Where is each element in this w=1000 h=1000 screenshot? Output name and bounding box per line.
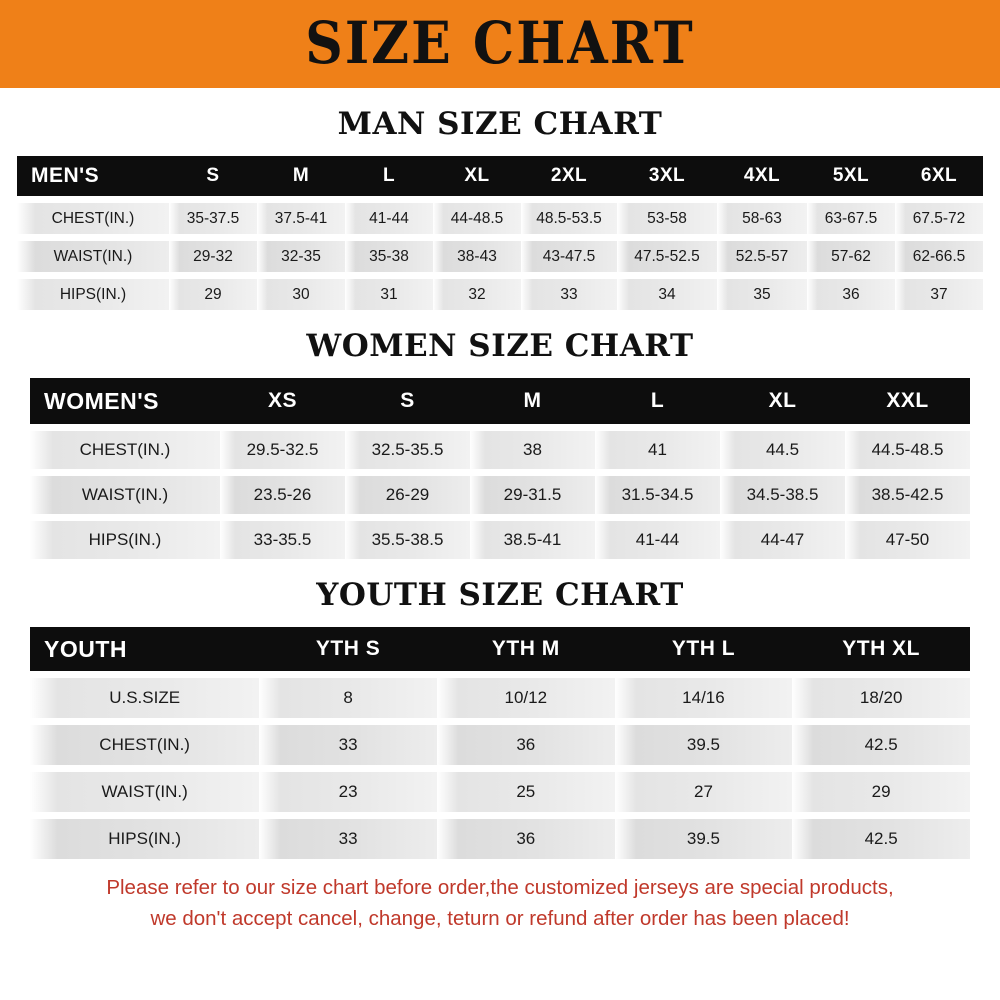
- man-header-cell: 2XL: [521, 156, 617, 196]
- women-measurement-cell: 31.5-34.5: [595, 476, 720, 514]
- man-header-row: [17, 156, 983, 196]
- women-header-cell: M: [470, 378, 595, 424]
- man-header-cell: XL: [433, 156, 521, 196]
- man-measurement-cell: 36: [807, 279, 895, 310]
- man-measurement-cell: 35-37.5: [169, 203, 257, 234]
- header-banner: [0, 0, 1000, 88]
- man-measurement-cell: 53-58: [617, 203, 717, 234]
- women-header-row: [30, 378, 970, 424]
- man-header-cell: 6XL: [895, 156, 983, 196]
- row-gap: [30, 424, 970, 431]
- man-measurement-cell: 31: [345, 279, 433, 310]
- youth-measurement-cell: 29: [792, 772, 970, 812]
- youth-header-cell: YTH M: [437, 627, 615, 671]
- women-measurement-cell: 47-50: [845, 521, 970, 559]
- footer-note: [0, 873, 1000, 935]
- row-gap-cell: [30, 765, 970, 772]
- youth-measurement-cell: 33: [259, 725, 437, 765]
- youth-header-cell: YTH XL: [792, 627, 970, 671]
- table-row: [30, 725, 970, 765]
- women-header-cell: S: [345, 378, 470, 424]
- women-row-label: CHEST(IN.): [30, 431, 220, 469]
- man-measurement-cell: 48.5-53.5: [521, 203, 617, 234]
- youth-measurement-cell: 39.5: [615, 819, 793, 859]
- man-measurement-cell: 62-66.5: [895, 241, 983, 272]
- man-header-cell: S: [169, 156, 257, 196]
- table-row: [30, 431, 970, 469]
- row-gap: [30, 718, 970, 725]
- man-header-cell: 4XL: [717, 156, 807, 196]
- row-gap-cell: [30, 718, 970, 725]
- man-header-cell: MEN'S: [17, 156, 169, 196]
- man-measurement-cell: 38-43: [433, 241, 521, 272]
- man-measurement-cell: 32-35: [257, 241, 345, 272]
- man-measurement-cell: 52.5-57: [717, 241, 807, 272]
- women-header-cell: XXL: [845, 378, 970, 424]
- man-header-cell: 5XL: [807, 156, 895, 196]
- row-gap: [30, 671, 970, 678]
- women-measurement-cell: 41: [595, 431, 720, 469]
- youth-section-title: YOUTH SIZE CHART: [316, 577, 684, 613]
- man-measurement-cell: 35: [717, 279, 807, 310]
- women-measurement-cell: 44.5: [720, 431, 845, 469]
- youth-measurement-cell: 23: [259, 772, 437, 812]
- women-measurement-cell: 26-29: [345, 476, 470, 514]
- table-row: [30, 678, 970, 718]
- youth-measurement-cell: 8: [259, 678, 437, 718]
- man-measurement-cell: 57-62: [807, 241, 895, 272]
- youth-row-label: HIPS(IN.): [30, 819, 259, 859]
- row-gap: [17, 196, 983, 203]
- youth-measurement-cell: 42.5: [792, 819, 970, 859]
- footer-note-line-1: Please refer to our size chart before order,the customized jerseys are special products,: [106, 876, 894, 899]
- row-gap: [30, 812, 970, 819]
- youth-row-label: U.S.SIZE: [30, 678, 259, 718]
- row-gap-cell: [17, 234, 983, 241]
- man-row-label: CHEST(IN.): [17, 203, 169, 234]
- man-measurement-cell: 43-47.5: [521, 241, 617, 272]
- footer-note-line-2: we don't accept cancel, change, teturn or refund after order has been placed!: [150, 906, 850, 930]
- row-gap-cell: [17, 272, 983, 279]
- women-measurement-cell: 29.5-32.5: [220, 431, 345, 469]
- youth-measurement-cell: 18/20: [792, 678, 970, 718]
- row-gap-cell: [17, 196, 983, 203]
- row-gap: [30, 765, 970, 772]
- youth-measurement-cell: 39.5: [615, 725, 793, 765]
- man-measurement-cell: 41-44: [345, 203, 433, 234]
- youth-header-cell: YOUTH: [30, 627, 259, 671]
- man-measurement-cell: 67.5-72: [895, 203, 983, 234]
- man-measurement-cell: 29: [169, 279, 257, 310]
- youth-measurement-cell: 14/16: [615, 678, 793, 718]
- row-gap-cell: [30, 514, 970, 521]
- row-gap: [17, 272, 983, 279]
- row-gap: [17, 234, 983, 241]
- man-measurement-cell: 34: [617, 279, 717, 310]
- man-measurement-cell: 37.5-41: [257, 203, 345, 234]
- youth-measurement-cell: 33: [259, 819, 437, 859]
- youth-row-label: CHEST(IN.): [30, 725, 259, 765]
- table-row: [17, 203, 983, 234]
- man-measurement-cell: 63-67.5: [807, 203, 895, 234]
- table-row: [17, 241, 983, 272]
- women-measurement-cell: 44.5-48.5: [845, 431, 970, 469]
- youth-header-cell: YTH S: [259, 627, 437, 671]
- page-title: SIZE CHART: [305, 9, 695, 78]
- row-gap-cell: [30, 812, 970, 819]
- women-header-cell: WOMEN'S: [30, 378, 220, 424]
- man-header-cell: M: [257, 156, 345, 196]
- man-measurement-cell: 35-38: [345, 241, 433, 272]
- man-measurement-cell: 58-63: [717, 203, 807, 234]
- women-header-cell: XL: [720, 378, 845, 424]
- man-measurement-cell: 47.5-52.5: [617, 241, 717, 272]
- women-section-title: WOMEN SIZE CHART: [306, 328, 694, 364]
- women-size-table: [30, 378, 970, 559]
- youth-header-cell: YTH L: [615, 627, 793, 671]
- women-measurement-cell: 34.5-38.5: [720, 476, 845, 514]
- women-row-label: HIPS(IN.): [30, 521, 220, 559]
- women-measurement-cell: 32.5-35.5: [345, 431, 470, 469]
- man-measurement-cell: 37: [895, 279, 983, 310]
- man-row-label: HIPS(IN.): [17, 279, 169, 310]
- man-header-cell: L: [345, 156, 433, 196]
- youth-measurement-cell: 36: [437, 725, 615, 765]
- row-gap-cell: [30, 469, 970, 476]
- man-measurement-cell: 32: [433, 279, 521, 310]
- women-measurement-cell: 29-31.5: [470, 476, 595, 514]
- table-row: [30, 476, 970, 514]
- women-measurement-cell: 33-35.5: [220, 521, 345, 559]
- man-size-table: [17, 156, 983, 310]
- youth-measurement-cell: 25: [437, 772, 615, 812]
- row-gap-cell: [30, 424, 970, 431]
- women-measurement-cell: 38: [470, 431, 595, 469]
- youth-measurement-cell: 42.5: [792, 725, 970, 765]
- man-row-label: WAIST(IN.): [17, 241, 169, 272]
- row-gap: [30, 514, 970, 521]
- women-header-cell: L: [595, 378, 720, 424]
- women-measurement-cell: 35.5-38.5: [345, 521, 470, 559]
- youth-measurement-cell: 36: [437, 819, 615, 859]
- women-measurement-cell: 44-47: [720, 521, 845, 559]
- table-row: [30, 521, 970, 559]
- row-gap-cell: [30, 671, 970, 678]
- man-measurement-cell: 29-32: [169, 241, 257, 272]
- women-measurement-cell: 38.5-42.5: [845, 476, 970, 514]
- youth-measurement-cell: 27: [615, 772, 793, 812]
- women-row-label: WAIST(IN.): [30, 476, 220, 514]
- youth-measurement-cell: 10/12: [437, 678, 615, 718]
- youth-size-table: [30, 627, 970, 859]
- women-measurement-cell: 41-44: [595, 521, 720, 559]
- women-measurement-cell: 23.5-26: [220, 476, 345, 514]
- youth-header-row: [30, 627, 970, 671]
- youth-row-label: WAIST(IN.): [30, 772, 259, 812]
- man-measurement-cell: 44-48.5: [433, 203, 521, 234]
- row-gap: [30, 469, 970, 476]
- table-row: [30, 819, 970, 859]
- man-section-title: MAN SIZE CHART: [337, 106, 663, 142]
- man-header-cell: 3XL: [617, 156, 717, 196]
- man-measurement-cell: 33: [521, 279, 617, 310]
- table-row: [17, 279, 983, 310]
- man-measurement-cell: 30: [257, 279, 345, 310]
- women-header-cell: XS: [220, 378, 345, 424]
- table-row: [30, 772, 970, 812]
- women-measurement-cell: 38.5-41: [470, 521, 595, 559]
